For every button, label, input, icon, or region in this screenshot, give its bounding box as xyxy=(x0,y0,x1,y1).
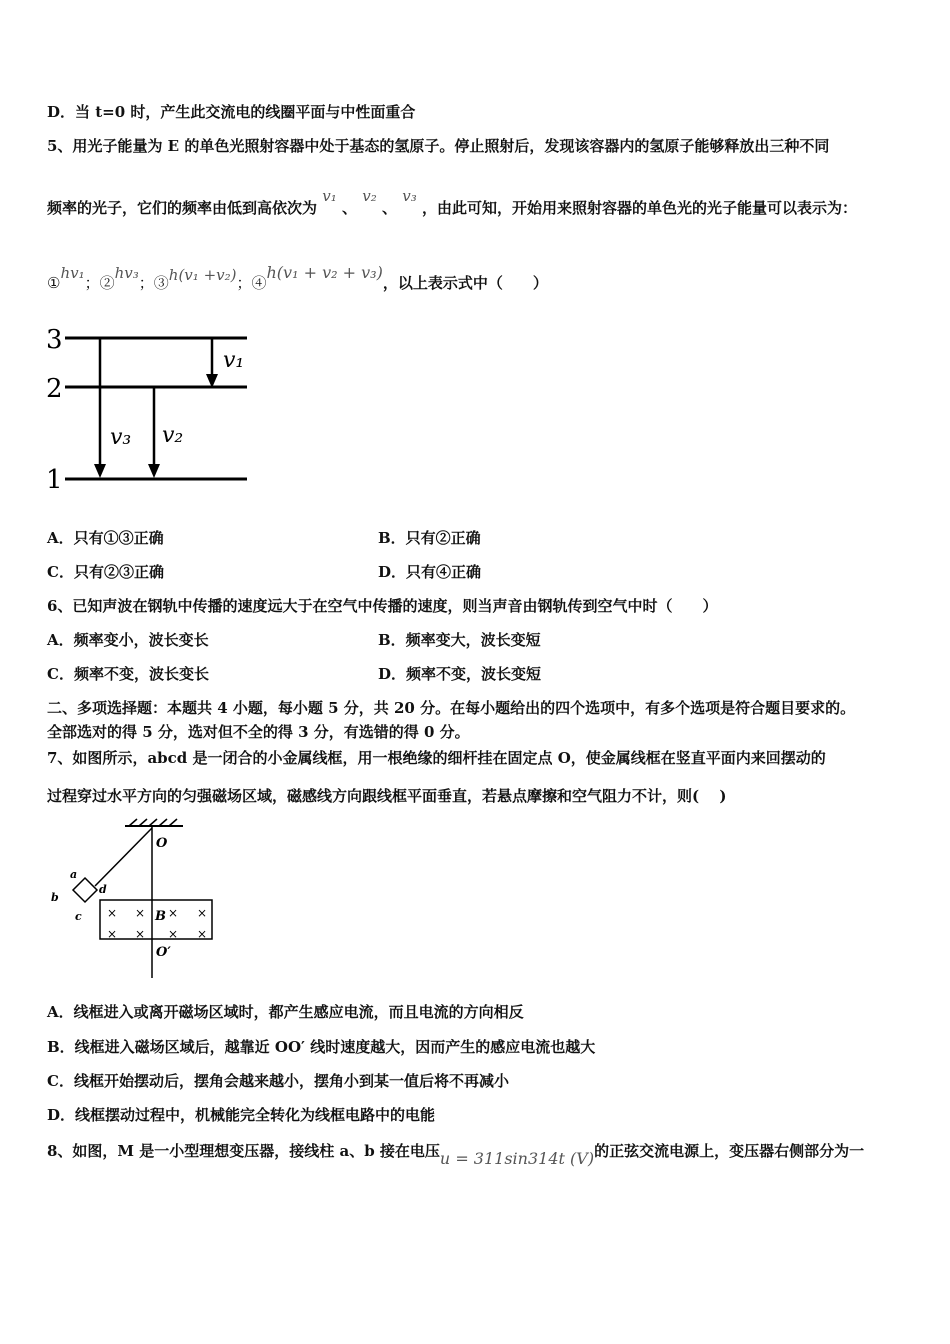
q5-sep1: 、 xyxy=(341,199,357,217)
section2-header-line2: 全部选对的得 5 分，选对但不全的得 3 分，有选错的得 0 分。 xyxy=(47,723,470,741)
q5-expr4: h(v₁ + v₂ + v₃) xyxy=(266,263,383,282)
q6-option-c[interactable]: C．频率不变，波长变长 xyxy=(47,665,209,683)
q5-sep2: 、 xyxy=(381,199,397,217)
label-c: c xyxy=(75,910,82,923)
q7-option-b[interactable]: B．线框进入磁场区域后，越靠近 OO′ 线时速度越大，因而产生的感应电流也越大 xyxy=(47,1038,596,1056)
q5-expr2: hv₃ xyxy=(114,264,139,282)
q5-stem-line1: 5、用光子能量为 E 的单色光照射容器中处于基态的氢原子。停止照射后，发现该容器内的氢原子能够释放出三种不同 xyxy=(47,137,830,155)
label-B: B xyxy=(155,909,166,924)
q5-nu2: v₂ xyxy=(362,187,377,205)
energy-level-diagram xyxy=(40,322,255,494)
q5-nu1: v₁ xyxy=(322,187,337,205)
q5-stem-line3 xyxy=(47,263,548,293)
label-O: O xyxy=(156,836,168,851)
label-d: d xyxy=(99,883,107,896)
arrow-v2-head xyxy=(148,464,160,478)
suspension-rod xyxy=(95,828,152,886)
q7-stem-line1: 7、如图所示，abcd 是一闭合的小金属线框，用一根绝缘的细杆挂在固定点 O，使金属线框在竖直平面内来回摆动的 xyxy=(47,749,826,767)
q5-choice2-mark: ；② xyxy=(84,274,115,292)
arrow-v3-head xyxy=(94,464,106,478)
label-a: a xyxy=(70,868,78,881)
q6-option-d[interactable]: D．频率不变，波长变短 xyxy=(378,665,542,683)
q5-stem-line2 xyxy=(47,187,857,218)
q7-option-a[interactable]: A．线框进入或离开磁场区域时，都产生感应电流，而且电流的方向相反 xyxy=(47,1003,524,1021)
q5-choice3-mark: ；③ xyxy=(138,274,169,292)
q7-stem-line2: 过程穿过水平方向的匀强磁场区域，磁感线方向跟线框平面垂直，若悬点摩擦和空气阻力不计，则( ) xyxy=(47,787,727,805)
svg-text:×: × xyxy=(135,927,146,941)
q4-option-d: D．当 t=0 时，产生此交流电的线圈平面与中性面重合 xyxy=(47,103,416,121)
q8-voltage-formula: u = 311sin314t (V) xyxy=(439,1149,595,1168)
q5-line2-post: ，由此可知，开始用来照射容器的单色光的光子能量可以表示为： xyxy=(421,199,857,217)
svg-text:×: × xyxy=(168,927,179,941)
q8-stem-post: 的正弦交流电源上，变压器右侧部分为一 xyxy=(594,1142,865,1160)
q5-line3-post: ，以上表示式中（ ） xyxy=(382,274,548,292)
q6-stem: 6、已知声波在钢轨中传播的速度远大于在空气中传播的速度，则当声音由钢轨传到空气中时（ ） xyxy=(47,597,718,615)
q8-stem xyxy=(47,1141,865,1168)
svg-text:×: × xyxy=(107,927,118,941)
q5-expr3: h(v₁ +v₂) xyxy=(168,266,237,284)
label-b: b xyxy=(51,891,59,904)
svg-text:×: × xyxy=(168,906,179,920)
level-2-label: 2 xyxy=(46,374,63,404)
q5-option-a[interactable]: A．只有①③正确 xyxy=(47,529,164,547)
q5-choice1-mark: ① xyxy=(47,274,61,292)
svg-text:×: × xyxy=(197,927,208,941)
label-v3: v₃ xyxy=(110,425,132,450)
q8-stem-pre: 8、如图，M 是一小型理想变压器，接线柱 a、b 接在电压 xyxy=(47,1142,440,1160)
label-v2: v₂ xyxy=(162,423,184,448)
q6-option-b[interactable]: B．频率变大，波长变短 xyxy=(378,631,541,649)
pendulum-frame-diagram xyxy=(45,818,225,983)
label-v1: v₁ xyxy=(223,348,245,373)
svg-text:×: × xyxy=(107,906,118,920)
q5-line2-pre: 频率的光子，它们的频率由低到高依次为 xyxy=(47,199,318,217)
section2-header-line1: 二、多项选择题：本题共 4 小题，每小题 5 分，共 20 分。在每小题给出的四个选项中，有多个选项是符合题目要求的。 xyxy=(47,699,856,717)
metal-frame xyxy=(73,878,97,902)
q5-choice4-mark: ；④ xyxy=(236,274,267,292)
level-1-label: 1 xyxy=(46,465,63,494)
q6-option-a[interactable]: A．频率变小，波长变长 xyxy=(47,631,209,649)
q5-option-c[interactable]: C．只有②③正确 xyxy=(47,563,164,581)
q7-option-d[interactable]: D．线框摆动过程中，机械能完全转化为线框电路中的电能 xyxy=(47,1106,436,1124)
q5-option-b[interactable]: B．只有②正确 xyxy=(378,529,481,547)
label-O-prime: O′ xyxy=(156,945,171,960)
svg-text:×: × xyxy=(135,906,146,920)
svg-text:×: × xyxy=(197,906,208,920)
q5-expr1: hv₁ xyxy=(60,264,85,282)
q5-nu3: v₃ xyxy=(402,187,417,205)
q5-option-d[interactable]: D．只有④正确 xyxy=(378,563,482,581)
ceiling-hatching xyxy=(129,819,177,826)
q7-option-c[interactable]: C．线框开始摆动后，摆角会越来越小，摆角小到某一值后将不再减小 xyxy=(47,1072,509,1090)
level-3-label: 3 xyxy=(46,325,63,355)
